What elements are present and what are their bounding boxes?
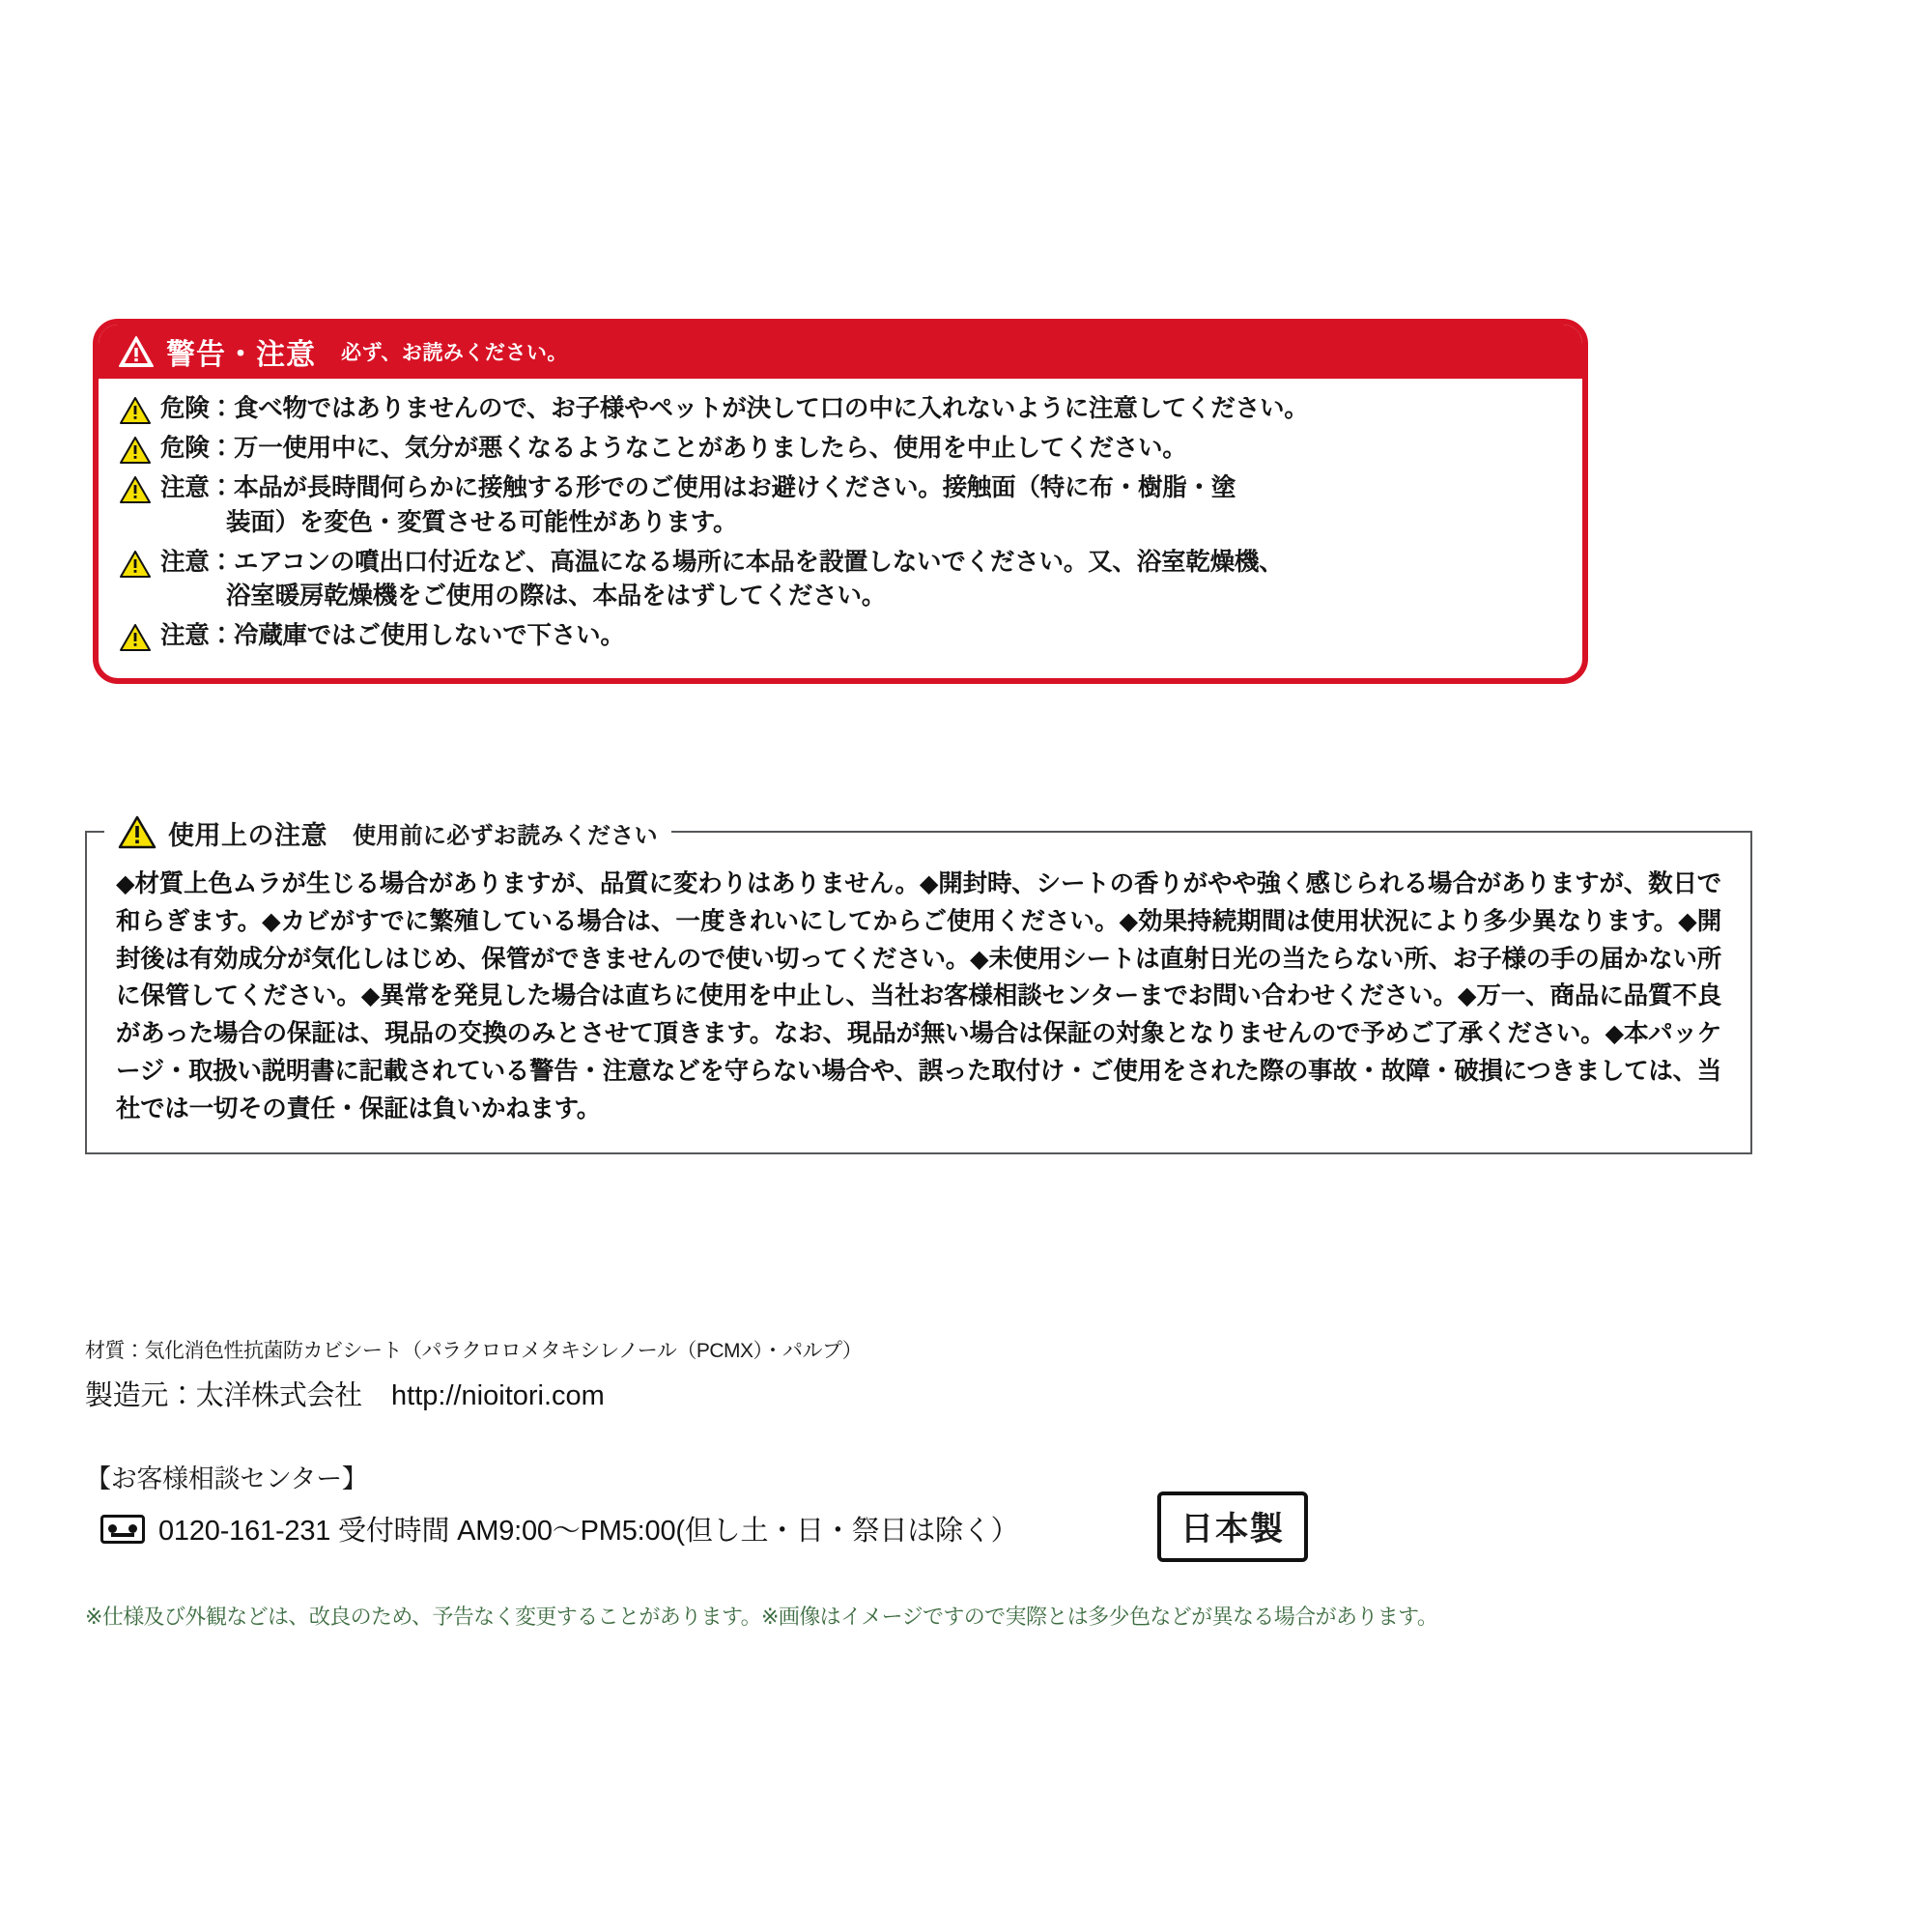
warning-item-continuation: 浴室暖房乾燥機をご使用の際は、本品をはずしてください。 [226, 582, 887, 610]
warning-triangle-icon [118, 815, 156, 850]
customer-center-row [85, 1509, 1756, 1548]
warning-item-label: 注意： [160, 548, 234, 576]
freedial-icon [100, 1515, 145, 1544]
warning-item-text [160, 471, 1236, 539]
warning-triangle-icon [120, 476, 151, 504]
usage-notice-box [85, 820, 1752, 1154]
warning-item [120, 432, 1561, 466]
warning-item-text [160, 392, 1309, 426]
manufacturer-line [85, 1374, 1756, 1413]
warning-triangle-icon [120, 437, 151, 465]
warning-item-text [160, 432, 1187, 466]
warning-item-body: 冷蔵庫ではご使用しないで下さい。 [233, 622, 625, 650]
warning-triangle-icon [118, 335, 155, 368]
warning-list [99, 379, 1582, 678]
warning-box [93, 319, 1588, 684]
warning-triangle-icon [120, 551, 151, 579]
disclaimer-text: ※仕様及び外観などは、改良のため、予告なく変更することがあります。※画像はイメージですので実際とは多少色などが異なる場合があります。 [85, 1605, 1438, 1629]
customer-center-tel: 0120-161-231 受付時間 AM9:00〜PM5:00(但し土・日・祭日は除く） [158, 1516, 1019, 1547]
usage-notice-legend [104, 812, 671, 853]
warning-subtitle: 必ず、お読みください。 [341, 342, 568, 364]
manufacturer-label: 製造元：太洋株式会社 [85, 1380, 363, 1411]
warning-item-body: 万一使用中に、気分が悪くなるようなことがありましたら、使用を中止してください。 [233, 435, 1187, 463]
warning-item-body: 本品が長時間何らかに接触する形でのご使用はお避けください。接触面（特に布・樹脂・塗 [233, 474, 1236, 502]
warning-header [99, 325, 1582, 379]
usage-notice-body [116, 866, 1721, 1127]
usage-notice-title: 使用上の注意 [168, 820, 327, 850]
warning-item [120, 619, 1561, 653]
made-in-japan-badge: 日本製 [1157, 1492, 1308, 1562]
warning-item-body: 食べ物ではありませんので、お子様やペットが決して口の中に入れないように注意してください。 [233, 395, 1309, 422]
footer [85, 1335, 1756, 1631]
material-line: 材質：気化消色性抗菌防カビシート（パラクロロメタキシレノール（PCMX）・パルプ） [85, 1340, 863, 1362]
warning-triangle-icon [120, 397, 151, 425]
warning-item-label: 危険： [160, 435, 234, 463]
warning-item-label: 注意： [160, 622, 234, 650]
usage-notice-paragraph: ◆材質上色ムラが生じる場合がありますが、品質に変わりはありません。◆開封時、シートの香りがやや強く感じられる場合がありますが、数日で和らぎます。◆カビがすでに繁殖している場合は、一度きれいにしてからご使用ください。◆効果持続期間は使用状況により多少異なります。◆開封後は有効成分が気化しはじめ、保管ができませんので使い切ってください。◆未使用シートは直射日光の当たらない所、お子様の手の届かない所に保管してください。◆異常を発見した場合は直ちに使用を中止し、当社お客様相談センターまでお問い合わせください。◆万一、商品に品質不良があった場合の保証は、現品の交換のみとさせて頂きます。なお、現品が無い場合は保証の対象となりませんので予めご了承ください。◆本パッケージ・取扱い説明書に記載されている警告・注意などを守らない場合や、誤った取付け・ご使用をされた際の事故・故障・破損につきましては、当社では一切その責任・保証は負いかねます。 [116, 870, 1721, 1122]
warning-triangle-icon [120, 624, 151, 652]
warning-item [120, 546, 1561, 613]
manufacturer-url[interactable]: http://nioitori.com [391, 1380, 605, 1411]
warning-item [120, 392, 1561, 426]
warning-item-text [160, 546, 1284, 613]
usage-notice-subtitle: 使用前に必ずお読みください [353, 822, 658, 849]
warning-item-label: 注意： [160, 474, 234, 502]
warning-title: 警告・注意 [166, 339, 316, 371]
warning-item-label: 危険： [160, 395, 234, 422]
warning-item [120, 471, 1561, 539]
warning-item-body: エアコンの噴出口付近など、高温になる場所に本品を設置しないでください。又、浴室乾燥機、 [233, 548, 1284, 576]
warning-item-text [160, 619, 625, 653]
warning-item-continuation: 装面）を変色・変質させる可能性があります。 [226, 508, 738, 536]
customer-center-title: 【お客様相談センター】 [85, 1464, 368, 1493]
